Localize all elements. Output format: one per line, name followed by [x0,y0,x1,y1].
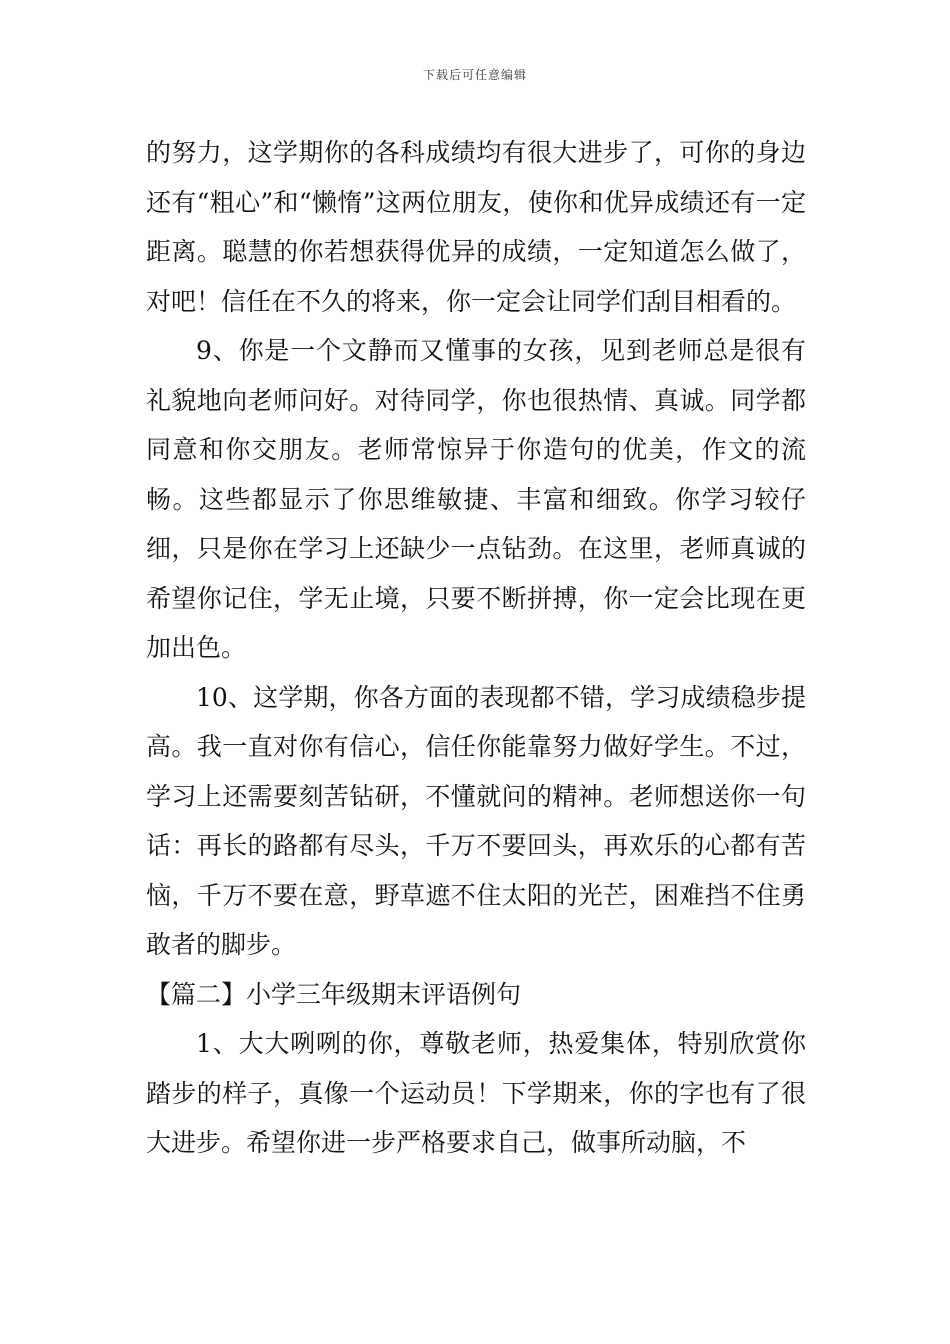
document-body [146,128,806,1168]
paragraph-comment-10: 10、这学期，你各方面的表现都不错，学习成绩稳步提高。我一直对你有信心，信任你能靠努力做好学生。不过，学习上还需要刻苦钻研，不懂就问的精神。老师想送你一句话：再长的路都有尽头，千万不要回头，再欢乐的心都有苦恼，千万不要在意，野草遮不住太阳的光芒，困难挡不住勇敢者的脚步。 [146,682,806,959]
paragraph-comment-9: 9、你是一个文静而又懂事的女孩，见到老师总是很有礼貌地向老师问好。对待同学，你也很热情、真诚。同学都同意和你交朋友。老师常惊异于你造句的优美，作文的流畅。这些都显示了你思维敏捷、丰富和细致。你学习较仔细，只是你在学习上还缺少一点钻劲。在这里，老师真诚的希望你记住，学无止境，只要不断拼搏，你一定会比现在更加出色。 [146,336,806,662]
paragraph-continuation: 的努力，这学期你的各科成绩均有很大进步了，可你的身边还有“粗心”和“懒惰”这两位朋友，使你和优异成绩还有一定距离。聪慧的你若想获得优异的成绩，一定知道怎么做了，对吧！信任在不久的将来，你一定会让同学们刮目相看的。 [146,138,806,316]
paragraph-comment-1: 1、大大咧咧的你，尊敬老师，热爱集体，特别欣赏你踏步的样子，真像一个运动员！下学期来，你的字也有了很大进步。希望你进一步严格要求自己，做事所动脑，不 [146,1029,806,1157]
section-heading: 【篇二】小学三年级期末评语例句 [146,979,522,1009]
page-header: 下载后可任意编辑 [422,68,527,82]
